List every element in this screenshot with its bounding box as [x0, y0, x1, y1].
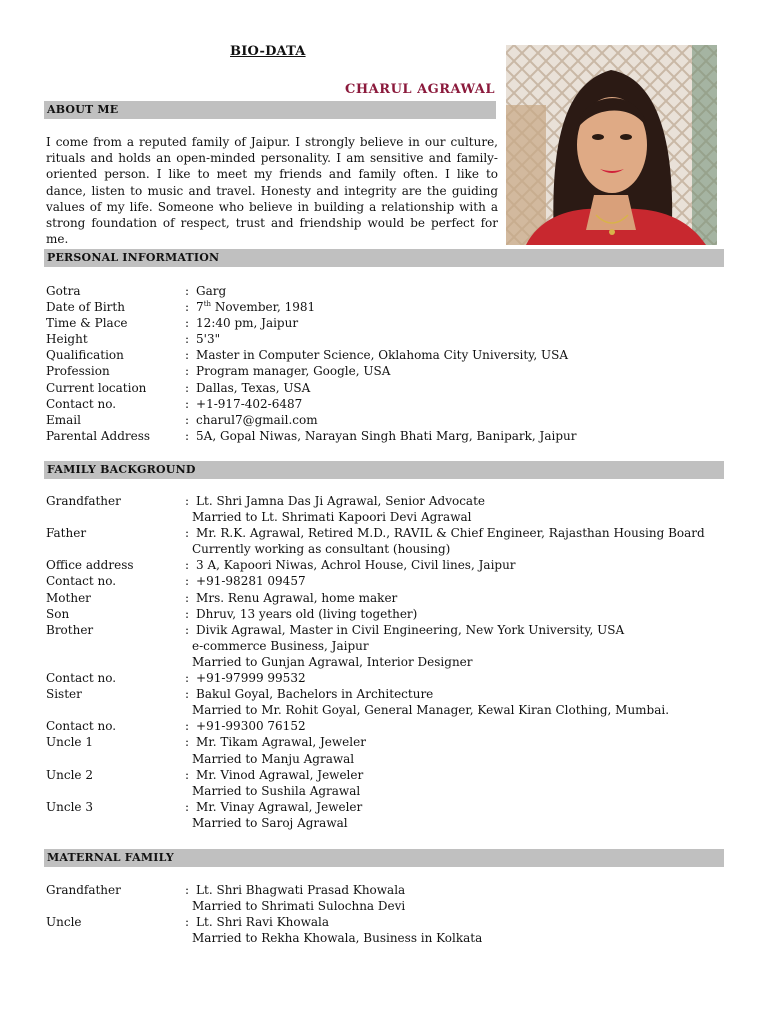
info-value-text: Dhruv, 13 years old (living together): [196, 606, 418, 621]
section-header-about: ABOUT ME: [44, 101, 496, 119]
info-value-text: Mr. Vinod Agrawal, Jeweler: [196, 767, 364, 782]
info-row: [46, 718, 736, 734]
info-value-text: charul7@gmail.com: [196, 412, 318, 427]
info-value: : 12:40 pm, Jaipur: [185, 316, 299, 331]
profile-photo: [506, 45, 717, 245]
info-value-text: Mr. Vinay Agrawal, Jeweler: [196, 799, 363, 814]
info-value: : Divik Agrawal, Master in Civil Engineering, New York University, USA e-commerce Business, Jaipur Married to Gunjan Agrawal, Interior Designer: [185, 622, 736, 670]
info-label: Grandfather: [46, 883, 121, 897]
info-value: : Mrs. Renu Agrawal, home maker: [185, 590, 398, 605]
info-value: : Mr. R.K. Agrawal, Retired M.D., RAVIL & Chief Engineer, Rajasthan Housing Board Currently working as consultant (housing): [185, 525, 736, 557]
info-value-continuation: Married to Manju Agrawal: [192, 751, 355, 766]
info-value-continuation: Married to Saroj Agrawal: [192, 815, 348, 830]
info-label: Son: [46, 606, 70, 621]
info-value-text: +91-98281 09457: [196, 574, 306, 589]
info-value-text: +91-99300 76152: [196, 719, 306, 734]
info-value: : +91-98281 09457: [185, 574, 306, 589]
info-value-text: Program manager, Google, USA: [196, 364, 391, 379]
info-value: : 3 A, Kapoori Niwas, Achrol House, Civil lines, Jaipur: [185, 558, 516, 573]
info-row: [46, 670, 736, 686]
info-value-continuation: Married to Mr. Rohit Goyal, General Manager, Kewal Kiran Clothing, Mumbai.: [192, 703, 670, 718]
page-title: BIO-DATA: [230, 44, 306, 59]
info-value: : Mr. Tikam Agrawal, Jeweler Married to Manju Agrawal: [185, 734, 736, 766]
info-label: Time & Place: [46, 316, 128, 331]
info-value-text: +91-97999 99532: [196, 671, 306, 686]
info-value-text: Lt. Shri Ravi Khowala: [196, 915, 330, 930]
info-value: : Program manager, Google, USA: [185, 364, 391, 379]
info-value-continuation: Married to Sushila Agrawal: [192, 783, 361, 798]
info-value: : Master in Computer Science, Oklahoma City University, USA: [185, 348, 568, 363]
info-value-text: Bakul Goyal, Bachelors in Architecture: [196, 687, 434, 702]
info-label: Contact no.: [46, 671, 117, 686]
section-header-maternal: MATERNAL FAMILY: [44, 849, 724, 867]
info-value: : +91-97999 99532: [185, 671, 306, 686]
info-label: Mother: [46, 590, 91, 605]
info-value-text: Dallas, Texas, USA: [196, 380, 311, 395]
info-value-text: Garg: [196, 284, 227, 298]
info-row: [46, 363, 736, 379]
info-value-continuation: Currently working as consultant (housing): [192, 542, 451, 557]
info-label: Current location: [46, 380, 147, 395]
family-info-list: [46, 493, 736, 831]
info-label: Contact no.: [46, 396, 117, 411]
info-value: : +91-99300 76152: [185, 719, 306, 734]
info-row: [46, 557, 736, 573]
info-row: [46, 428, 736, 444]
info-value-text: 5'3": [196, 332, 221, 347]
info-value-text: +1-917-402-6487: [196, 396, 303, 411]
info-value: : Garg: [185, 284, 227, 298]
info-value-text: 3 A, Kapoori Niwas, Achrol House, Civil lines, Jaipur: [196, 558, 516, 573]
info-value-text: 12:40 pm, Jaipur: [196, 316, 299, 331]
info-row: [46, 525, 736, 557]
info-value-text: Mr. R.K. Agrawal, Retired M.D., RAVIL & Chief Engineer, Rajasthan Housing Board: [196, 526, 705, 541]
info-label: Profession: [46, 364, 110, 379]
info-label: Office address: [46, 558, 134, 573]
info-row: [46, 347, 736, 363]
info-value: : Dallas, Texas, USA: [185, 380, 311, 395]
info-row: [46, 283, 736, 299]
info-value-text: Lt. Shri Bhagwati Prasad Khowala: [196, 883, 406, 897]
info-value: : 5A, Gopal Niwas, Narayan Singh Bhati Marg, Banipark, Jaipur: [185, 428, 577, 443]
info-row: [46, 590, 736, 606]
info-label: Date of Birth: [46, 300, 125, 315]
info-label: Uncle 3: [46, 799, 93, 814]
info-row: [46, 606, 736, 622]
info-row: [46, 686, 736, 718]
info-row: [46, 914, 736, 946]
ordinal-suffix: th: [203, 300, 212, 309]
info-value-text: Lt. Shri Jamna Das Ji Agrawal, Senior Advocate: [196, 494, 486, 508]
info-value: : Dhruv, 13 years old (living together): [185, 606, 418, 621]
info-value: : Lt. Shri Ravi Khowala Married to Rekha Khowala, Business in Kolkata: [185, 914, 736, 946]
info-value: : 7th November, 1981: [185, 300, 316, 315]
info-value-text: Master in Computer Science, Oklahoma City University, USA: [196, 348, 568, 363]
info-label: Height: [46, 332, 88, 347]
info-label: Contact no.: [46, 574, 117, 589]
info-label: Uncle 1: [46, 735, 93, 750]
info-value-text: Mr. Tikam Agrawal, Jeweler: [196, 735, 366, 750]
personal-info-list: [46, 283, 736, 444]
info-row: [46, 573, 736, 589]
section-header-personal: PERSONAL INFORMATION: [44, 249, 724, 267]
info-value: : 5'3": [185, 332, 221, 347]
info-label: Grandfather: [46, 494, 121, 508]
info-row: [46, 380, 736, 396]
about-paragraph: I come from a reputed family of Jaipur. I strongly believe in our culture, rituals and holds an open-minded personality. I am sensitive and family-oriented person. I like to meet my friends and family often. I like to dance, listen to music and travel. Honesty and integrity are the guiding values of my life. Someone who believe in building a relationship with a strong foundation of respect, trust and friendship would be perfect for me.: [46, 135, 498, 247]
info-label: Qualification: [46, 348, 124, 363]
info-value: : Bakul Goyal, Bachelors in Architecture Married to Mr. Rohit Goyal, General Manager, Kewal Kiran Clothing, Mumbai.: [185, 686, 736, 718]
info-value-continuation: Married to Lt. Shrimati Kapoori Devi Agrawal: [192, 510, 472, 525]
info-label: Contact no.: [46, 719, 117, 734]
info-label: Email: [46, 412, 81, 427]
info-row: [46, 767, 736, 799]
info-label: Uncle: [46, 915, 82, 930]
info-row: [46, 799, 736, 831]
info-label: Gotra: [46, 284, 81, 298]
info-value-text: Mrs. Renu Agrawal, home maker: [196, 590, 398, 605]
info-label: Brother: [46, 622, 94, 637]
info-row: [46, 331, 736, 347]
info-value-continuation: Married to Gunjan Agrawal, Interior Designer: [192, 654, 473, 669]
info-value: : charul7@gmail.com: [185, 412, 318, 427]
info-row: [46, 493, 736, 525]
info-value-continuation: Married to Rekha Khowala, Business in Kolkata: [192, 931, 483, 946]
info-row: [46, 396, 736, 412]
info-row: [46, 622, 736, 670]
info-value: : +1-917-402-6487: [185, 396, 303, 411]
info-value-continuation: e-commerce Business, Jaipur: [192, 638, 369, 653]
info-value-text: 5A, Gopal Niwas, Narayan Singh Bhati Marg, Banipark, Jaipur: [196, 428, 577, 443]
portrait-image: [506, 45, 717, 245]
info-value: : Mr. Vinod Agrawal, Jeweler Married to Sushila Agrawal: [185, 767, 736, 799]
info-value: : Lt. Shri Bhagwati Prasad Khowala Married to Shrimati Sulochna Devi: [185, 882, 736, 914]
info-label: Sister: [46, 687, 82, 702]
info-value-continuation: Married to Shrimati Sulochna Devi: [192, 899, 406, 914]
maternal-info-list: [46, 882, 736, 946]
info-label: Uncle 2: [46, 767, 93, 782]
info-value-text: 7: [196, 300, 204, 315]
info-label: Parental Address: [46, 428, 151, 443]
section-header-family: FAMILY BACKGROUND: [44, 461, 724, 479]
info-row: [46, 299, 736, 315]
info-label: Father: [46, 526, 87, 541]
info-value: : Mr. Vinay Agrawal, Jeweler Married to Saroj Agrawal: [185, 799, 736, 831]
info-value-text: November, 1981: [211, 300, 316, 315]
person-name: CHARUL AGRAWAL: [345, 82, 495, 97]
info-row: [46, 882, 736, 914]
info-value-text: Divik Agrawal, Master in Civil Engineering, New York University, USA: [196, 622, 625, 637]
info-row: [46, 412, 736, 428]
info-row: [46, 315, 736, 331]
info-row: [46, 734, 736, 766]
info-value: : Lt. Shri Jamna Das Ji Agrawal, Senior Advocate Married to Lt. Shrimati Kapoori Devi Agrawal: [185, 493, 736, 525]
